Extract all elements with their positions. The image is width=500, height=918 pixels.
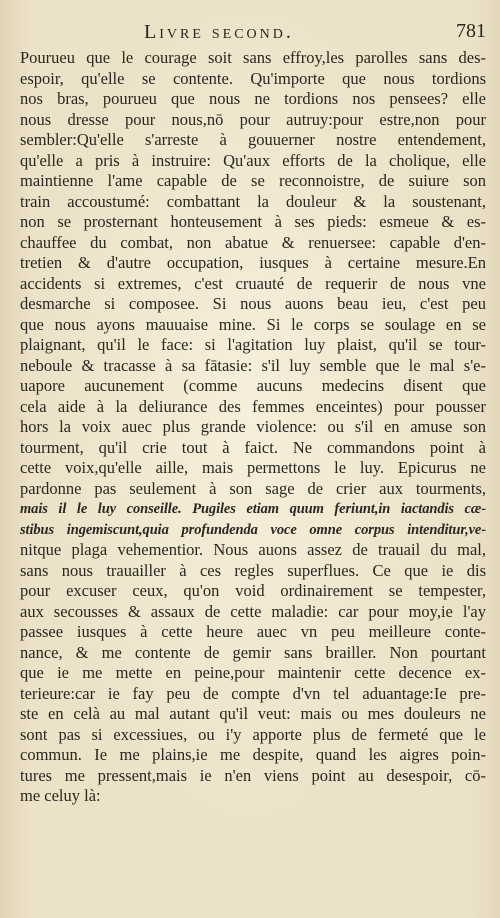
text-line: non se prosternant honteusement à ses pieds: esmeue & es- bbox=[20, 212, 486, 231]
text-line: Pourueu que le courage soit sans effroy,les parolles sans des- bbox=[20, 48, 486, 67]
text-line: cette voix,qu'elle aille, mais permettons le luy. Epicurus ne bbox=[20, 458, 486, 477]
text-line: nous dresse pour nous,nō pour autruy:pour estre,non pour bbox=[20, 109, 486, 129]
text-line: qu'elle a pris à instruire: Qu'aux efforts de la cholique, elle bbox=[20, 150, 486, 170]
text-line: nitque plaga vehementior. Nous auons assez de trauail du mal, bbox=[20, 540, 486, 559]
text-line: espoir, qu'elle se contente. Qu'importe que nous tordions bbox=[20, 68, 486, 88]
text-line: tretien & d'autre occupation, iusques à certaine mesure.En bbox=[20, 253, 486, 272]
text-line: terieure:car ie fay peu de compte d'vn tel aduantage:Ie pre- bbox=[20, 683, 486, 703]
text-line: tures me pressent,mais ie n'en viens point au desespoir, cō- bbox=[20, 765, 486, 785]
text-line: passee iusques à cette heure auec vn peu meilleure conte- bbox=[20, 622, 486, 641]
text-line: sembler:Qu'elle s'arreste à gouuerner nostre entendement, bbox=[20, 130, 486, 149]
text-line: ste en celà au mal autant qu'il veut: mais ou mes douleurs ne bbox=[20, 704, 486, 723]
text-body bbox=[20, 48, 486, 807]
text-line: que nous ayons mauuaise mine. Si le corps se soulage en se bbox=[20, 314, 486, 334]
text-line: cela aide à la deliurance des femmes enceintes) pour pousser bbox=[20, 396, 486, 416]
page-number: 781 bbox=[456, 20, 486, 42]
text-line: plaignant, qu'il le face: si l'agitation luy plaist, qu'il se tour- bbox=[20, 335, 486, 354]
text-line: aux secousses & assaux de cette maladie: car pour moy,ie l'ay bbox=[20, 601, 486, 621]
text-line: me celuy là: bbox=[20, 786, 101, 805]
text-line: chauffee du combat, non abatue & renuersee: capable d'en- bbox=[20, 232, 486, 252]
text-line: commun. Ie me plains,ie me despite, quand les aigres poin- bbox=[20, 745, 486, 764]
page-header bbox=[20, 19, 488, 45]
text-line: maintienne l'ame capable de se reconnoistre, de suiure son bbox=[20, 171, 486, 190]
latin-quote-line: mais il le luy conseille. Pugiles etiam quum feriunt,in iactandis cæ- bbox=[20, 501, 486, 517]
text-line: uapore aucunement (comme aucuns medecins disent que bbox=[20, 376, 486, 395]
text-line: sont pas si excessiues, ou i'y apporte plus de fermeté que le bbox=[20, 724, 486, 744]
text-line: pour excuser ceux, qu'on void ordinairement se tempester, bbox=[20, 581, 486, 600]
text-line: desmarche si composee. Si nous auons beau ieu, c'est peu bbox=[20, 294, 486, 313]
text-line: sans nous trauailler à ces regles superflues. Ce que ie dis bbox=[20, 560, 486, 580]
text-line: train accoustumé: combattant la douleur & la soustenant, bbox=[20, 191, 486, 211]
text-line: que ie me mette en peine,pour maintenir cette decence ex- bbox=[20, 663, 486, 682]
text-line: accidents si extremes, c'est cruauté de requerir de nous vne bbox=[20, 273, 486, 293]
text-line: pardonne pas seulement à son sage de crier aux tourments, bbox=[20, 478, 486, 498]
latin-quote-line: stibus ingemiscunt,quia profundenda voce omne corpus intenditur,ve- bbox=[20, 521, 486, 538]
text-line: tourment, qu'il crie tout à faict. Ne commandons point à bbox=[20, 437, 486, 457]
text-line: nance, & me contente de gemir sans brailler. Non pourtant bbox=[20, 642, 486, 662]
running-head: Livre second. bbox=[144, 21, 294, 43]
text-line: hors la voix auec plus grande violence: ou s'il en amuse son bbox=[20, 417, 486, 436]
text-line: neboule & tracasse à sa fātasie: s'il luy semble que le mal s'e- bbox=[20, 355, 486, 375]
text-line: nos bras, pourueu que nous ne tordions nos pensees? elle bbox=[20, 89, 486, 108]
